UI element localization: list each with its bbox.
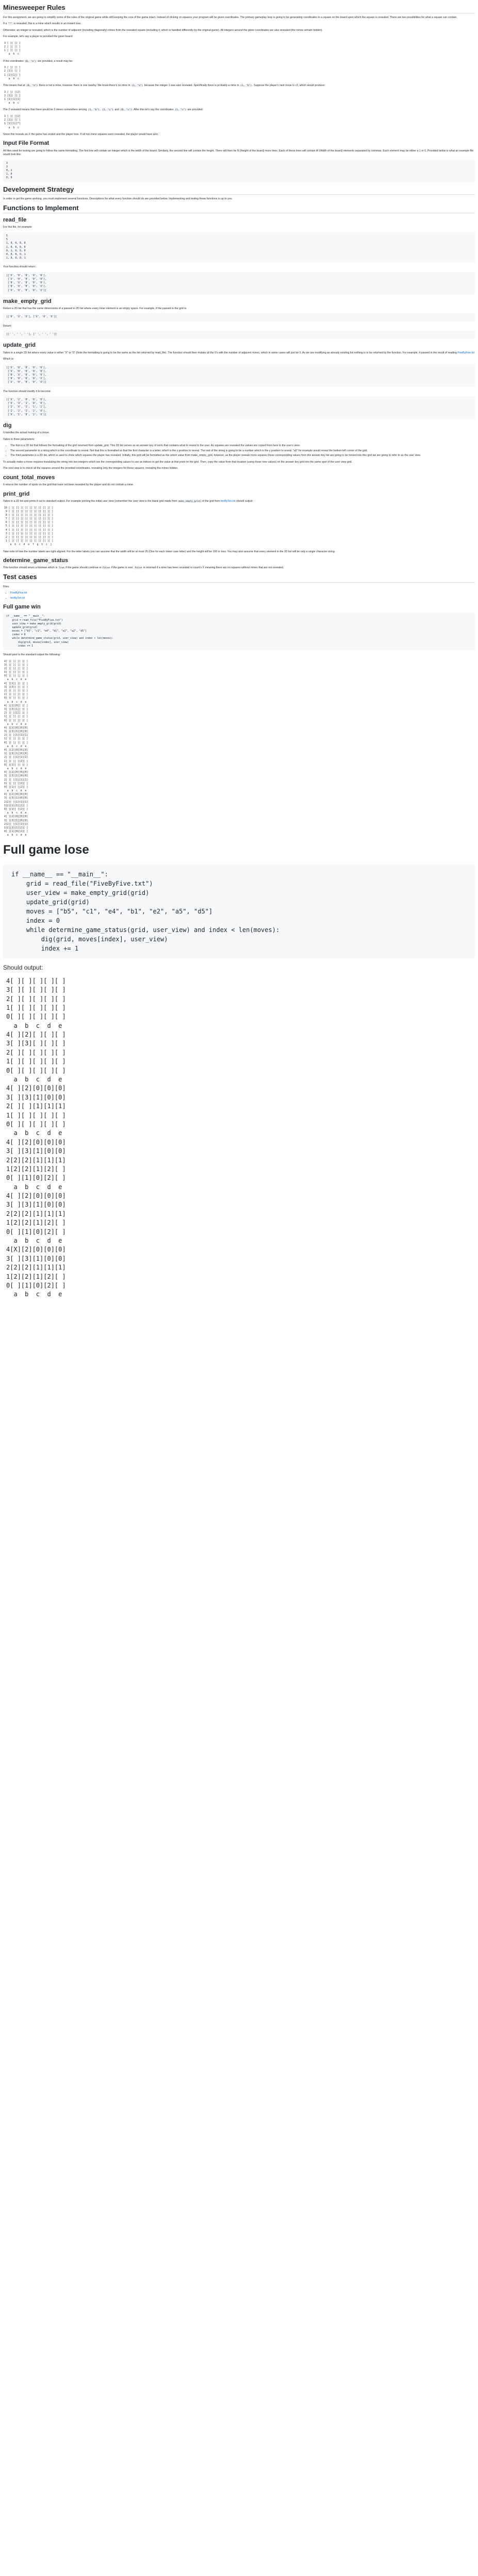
dig-text-4: The next step is to check all the squares around the provided coordinates, revealing only the integers for those squares, revealing the mines hidden. (3, 467, 178, 470)
files-label: Files: (3, 585, 10, 588)
make-empty-grid-output: [[' ', ' ', ' '], [' ', ' ', ' ']] (3, 331, 475, 338)
make-empty-grid-heading: make_empty_grid (3, 298, 52, 304)
update-grid-output: [['X', '2', '0', '0', '0'], ['X', '3', '1', '0', '0'], ['2', 'X', '1', '1', '1'], ['2', '2', '1', '2', 'X'], ['X', '1', '0', '2', 'X']] (3, 396, 475, 419)
rules-intro: For this assignment, we are going to simplify some of the rules of the original game while still keeping the core of the game intact. Instead of clicking on squares your program will be given coordinates. The primary gameplay loop is going to be generating coordinates to a square on the board upon which the square is revealed. There are two possibilities for what a square can contain. (3, 15, 457, 19)
dig-heading: dig (3, 422, 12, 429)
print-grid-output: 10 [ ][ ][ ][ ][ ][ ][ ][ ][ ][ ] 9 [ ][ ][ ][ ][ ][ ][ ][ ][ ][ ] 8 [ ][ ][ ][ ][ ][ ][ ][ ][ ][ ] 7 [ ][ ][ ][ ][ ][ ][ ][ ][ ][ ] 6 [ ][ ][ ][ ][ ][ ][ ][ ][ ][ ] 5 [ ][ ][ ][ ][ ][ ][ ][ ][ ][ ] 4 [ ][ ][ ][ ][ ][ ][ ][ ][ ][ ] 3 [ ][ ][ ][ ][ ][ ][ ][ ][ ][ ] 2 [ ][ ][ ][ ][ ][ ][ ][ ][ ][ ] 1 [ ][ ][ ][ ][ ][ ][ ][ ][ ][ ] a b c d e f g h i j (4, 506, 54, 547)
make-empty-grid-input: [['0', 'X', 'X'], ['X', '0', 'X']] (3, 313, 475, 321)
small-section (3, 4, 475, 838)
rules-coord: If the coordinates (B, "a") are provided, a result may be: (3, 59, 73, 63)
input-format-example: 3 3 0, 1 1, 0 0, 0 (3, 160, 475, 182)
board-3: 3 [ ][ ][2] 2 [1][ ][ ] 1 [1][1][1] a b c (4, 91, 21, 105)
read-file-heading: read_file (3, 217, 27, 224)
print-grid-text: Takes in a 2D list and prints it out to standard output. For example printing the initial user view (remember the user view is the blank grid made from make_empty_grid) of the grid from tenByTen.txt should output: (3, 499, 253, 503)
determine-game-status-heading: determine_game_status (3, 557, 68, 564)
ten-by-ten-link[interactable]: tenByTen.txt (221, 499, 236, 503)
input-format-heading: Input File Format (3, 140, 50, 147)
board-1: 3 [ ][ ][ ] 2 [ ][ ][ ] 1 [ ][ ][ ] a b c (4, 42, 21, 56)
rules-integer: Otherwise, an integer is revealed, which is the number of adjacent (including diagonally) mines from the revealed square (including it, which is handled differently by the original game). All integers around the given coordinates are also revealed (the mines remain hidden). (3, 28, 323, 32)
page-title: Minesweeper Rules (3, 4, 475, 13)
board-2: 3 [ ][ ][ ] 2 [1][ ][ ] 1 [1][1][ ] a b c (4, 66, 21, 80)
rules-end: Since this reveals an X the game has ended and the player loss. If all non-mine squares were revealed, the player would have won. (3, 132, 159, 136)
rules-mine: If a "*" is revealed, this is a mine which results in an instant loss. (3, 22, 81, 26)
dig-text-2: Takes in three parameters: (3, 437, 35, 441)
make-empty-grid-return-text: Return: (3, 324, 12, 328)
functions-heading: Functions to Implement (3, 204, 475, 214)
full-game-lose-output: 4[ ][ ][ ][ ][ ] 3[ ][ ][ ][ ][ ] 2[ ][ ][ ][ ][ ] 1[ ][ ][ ][ ][ ] 0[ ][ ][ ][ ][ ] a b c d e 4[ ][2][ ][ ][ ] 3[ ][3][ ][ ][ ] 2[ ][ ][ ][ ][ ] 1[ ][ ][ ][ ][ ] 0[ ][ ][ ][ ][ ] a b c d e 4[ ][2][0][0][0] 3[ ][3][1][0][0] 2[ ][ ][1][1][1] 1[ ][ ][ ][ ][ ] 0[ ][ ][ ][ ][ ] a b c d e 4[ ][2][0][0][0] 3[ ][3][1][0][0] 2[2][2][1][1][1] 1[2][2][1][2][ ] 0[ ][1][0][2][ ] a b c d e 4[ ][2][0][0][0] 3[ ][3][1][0][0] 2[2][2][1][1][1] 1[2][2][1][2][ ] 0[ ][1][0][2][ ] a b c d e 4[X][2][0][0][0] 3[ ][3][1][0][0] 2[2][2][1][1][1] 1[2][2][1][2][ ] 0[ ][1][0][2][ ] a b c d e (6, 977, 66, 1298)
read-file-return: [['X', '0', '0', '0', '0'], ['X', '0', '0', '0', '0'], ['0', 'X', '0', '0', '0'], ['0', '0', '0', '0', 'X'], ['X', '0', '0', '0', 'X']] (3, 272, 475, 295)
full-game-win-code: if __name__ == "__main__": grid = read_file("FiveByFive.txt") user_view = make_empty_grid(grid) update_grid(grid) moves = ["b5", "c1", "e4", "b1", "e2", "a2", "d5"] index = 0 while determine_game_status(grid, user_view) and index < len(moves): dig(grid, moves[index], user_view) index += 1 (3, 613, 475, 650)
dev-heading: Development Strategy (3, 185, 475, 195)
update-grid-input: [['X', '0', '0', '0', '0'], ['X', '0', '0', '0', '0'], ['0', 'X', '0', '0', '0'], ['0', '0', '0', '0', 'X'], ['X', '0', '0', '0', 'X']] (3, 364, 475, 387)
test-cases-heading: Test cases (3, 573, 475, 583)
rules-means: This means that at (B, "a") there is not a mine, however there is one nearby. We know there's no mine in (1, "a") because the integer 1 was also revealed. Specifically there is probably a mine in (1, "b"). Suppose the player's next move is c3, which would produce: (3, 84, 325, 87)
print-grid-note: Take note of how the number labels are right aligned. For the letter labels you can assume that the width will be at most 26 (One for each lower case letter) and the height will be 100 or less. You may also assume that every element in the 2D list will be only a single character string. (3, 550, 336, 553)
full-game-lose-code: if __name__ == "__main__": grid = read_file("FiveByFive.txt") user_view = make_empty_grid(grid) update_grid(grid) moves = ["b5", "c1", "e4", "b1", "e2", "a5", "d5"] index = 0 while determine_game_status(grid, user_view) and index < len(moves): dig(grid, moves[index], user_view) index += 1 (3, 865, 475, 958)
determine-game-status-text: This function should return a boolean which is True if the game should continue or False if the game is over. False is returned if a mine has been revealed or count's X meaning there are no squares without mines that are not revealed. (3, 566, 284, 570)
dev-text: In order to get the game working, you must implement several functions. Descriptions for what every function should do are provided below. Implementing and testing these functions is up to you. (3, 197, 233, 201)
list-item: • The third parameter is a 2D list, which is used to show which squares the player has revealed. Initially, this grid will be formatted as the return value from make_empty_grid, however, as the player reveals more squares those corresponding values from the answer key list are going to be moved into this grid we are going to refer to as the user view. (10, 454, 475, 458)
update-grid-heading: update_grid (3, 342, 36, 349)
full-game-lose-text: Should output: (3, 964, 43, 972)
list-item (10, 597, 475, 601)
board-4: 3 [ ][ ][2] 2 [1][ ][ ] 1 [1][1][*] a b c (4, 115, 21, 129)
print-grid-heading: print_grid (3, 490, 30, 497)
input-format-text: All files used for testing are going to follow the same formatting. The first line will contain an integer which is the width of the board. Similarly, the second line will contain the height. There will then be N (Height of the board) more lines. Each of these lines will contain M (Width of the board) elements separated by commas. Each element may be either a 1 or 0. Provided below is what an example file would look like: (3, 149, 474, 157)
list-item: • The second parameter is a string which is the coordinate to reveal. Not that this is formatted so that the first character is a letter, which is the x position to reveal. The rest of the string is going to be a number which is the y position to reveal. "a0" for example would reveal the bottom left corner of the grid. (10, 449, 475, 453)
full-game-win-heading: Full game win (3, 604, 41, 611)
count-total-moves-text: It returns the number of spots on the grid that have not been revealed by the player and do not contain a mine. (3, 483, 134, 487)
update-grid-modify: The function should modify it to become: (3, 389, 52, 393)
rules-example: For example, let's say a player is provided the given board: (3, 35, 73, 39)
full-game-win-text: Should print to the standard output the following: (3, 653, 61, 656)
update-grid-text: Takes in a single 2D list where every value is either "X" or "0" (Note the formatting is going to be the same as the list returned by read_file). The function should then mutate all the 0's with the number of adjacent mines, which in some cases will just be 0. As we are modifying an already existing list nothing is to be returned by the function. For example, if passed in the result of reading FiveByFive.txt (3, 351, 474, 354)
test-files-list (3, 591, 475, 600)
five-by-five-link[interactable]: FiveByFive.txt (457, 351, 474, 354)
count-total-moves-heading: count_total_moves (3, 474, 55, 481)
dig-text-1: It handles the actual making of a move. (3, 431, 50, 435)
rules-two: The 2 revealed means that there would be 2 mines somewhere among (1, "b"), (2, "c") and (B, "c"). After this let's say the coordinates (1, "c") are provided: (3, 108, 203, 112)
full-game-lose-heading: Full game lose (3, 842, 89, 857)
full-game-win-output: 4[ ][ ][ ][ ][ ] 3[ ][ ][ ][ ][ ] 2[ ][ ][ ][ ][ ] 1[ ][ ][ ][ ][ ] 0[ ][ ][ ][ ][ ] a b c d e 4[ ][2][ ][ ][ ] 3[ ][3][ ][ ][ ] 2[ ][ ][ ][ ][ ] 1[ ][ ][ ][ ][ ] 0[ ][ ][ ][ ][ ] a b c d e 4[ ][2][0][ ][ ] 3[ ][3][1][ ][ ] 2[ ][ ][1][ ][ ] 1[ ][ ][ ][ ][ ] 0[ ][ ][ ][ ][ ] a b c d e 4[ ][2][0][0][0] 3[ ][3][1][0][0] 2[ ][ ][1][1][1] 1[ ][ ][ ][ ][ ] 0[ ][ ][ ][ ][ ] a b c d e 4[ ][2][0][0][0] 3[ ][3][1][0][0] 2[ ][ ][1][1][1] 1[ ][ ][ ][2][ ] 0[ ][1][ ][ ][ ] a b c d e 4[ ][2][0][0][0] 3[ ][3][1][0][0] 2[ ][ ][1][1][1] 1[ ][ ][ ][2][ ] 0[ ][1][ ][2][ ] a b c d e 4[ ][2][0][0][0] 3[ ][3][1][0][0] 2[2][ ][1][1][1] 1[2][2][1][2][ ] 0[ ][1][ ][2][ ] a b c d e 4[ ][2][0][0][0] 3[ ][3][1][0][0] 2[2][ ][1][1][1] 1[2][2][1][2][ ] 0[ ][1][0][2][ ] a b c d e (4, 660, 28, 837)
read-file-example: 5 5 1, 0, 0, 0, 0 1, 0, 0, 0, 0 0, 1, 0, 0, 0 0, 0, 0, 0, 1 1, 0, 0, 0, 1 (3, 232, 475, 262)
read-file-return-text: Your function should return: (3, 265, 36, 269)
list-item: • The first is a 2D list that follows the formatting of the grid returned from update_grid. This 2D list serves as an answer key of sorts that contains what to reveal to the user. As squares are revealed the values are copied from here to the user's view. (10, 444, 475, 448)
dig-text-3: To actually make a move requires translating the string into two integers which are the corresponding values to use as indices to get the value at that point on the grid. Then, copy the value from that location (using those new values) on the answer key grid into the same spot of the user view grid. (3, 460, 352, 464)
update-grid-which: Which is: (3, 358, 14, 361)
test-file-link[interactable]: tenByTen.txt (10, 596, 25, 600)
test-file-link[interactable]: FiveByFive.txt (10, 591, 27, 595)
list-item (10, 591, 475, 596)
dig-params (3, 444, 475, 458)
make-empty-grid-text: Return a 2D list that has the same dimensions of a passed in 2D list where every inner element is an empty space. For example, if the passed in the grid is: (3, 307, 187, 310)
large-section (3, 843, 475, 1299)
read-file-text: For this file, for example: (3, 226, 32, 229)
